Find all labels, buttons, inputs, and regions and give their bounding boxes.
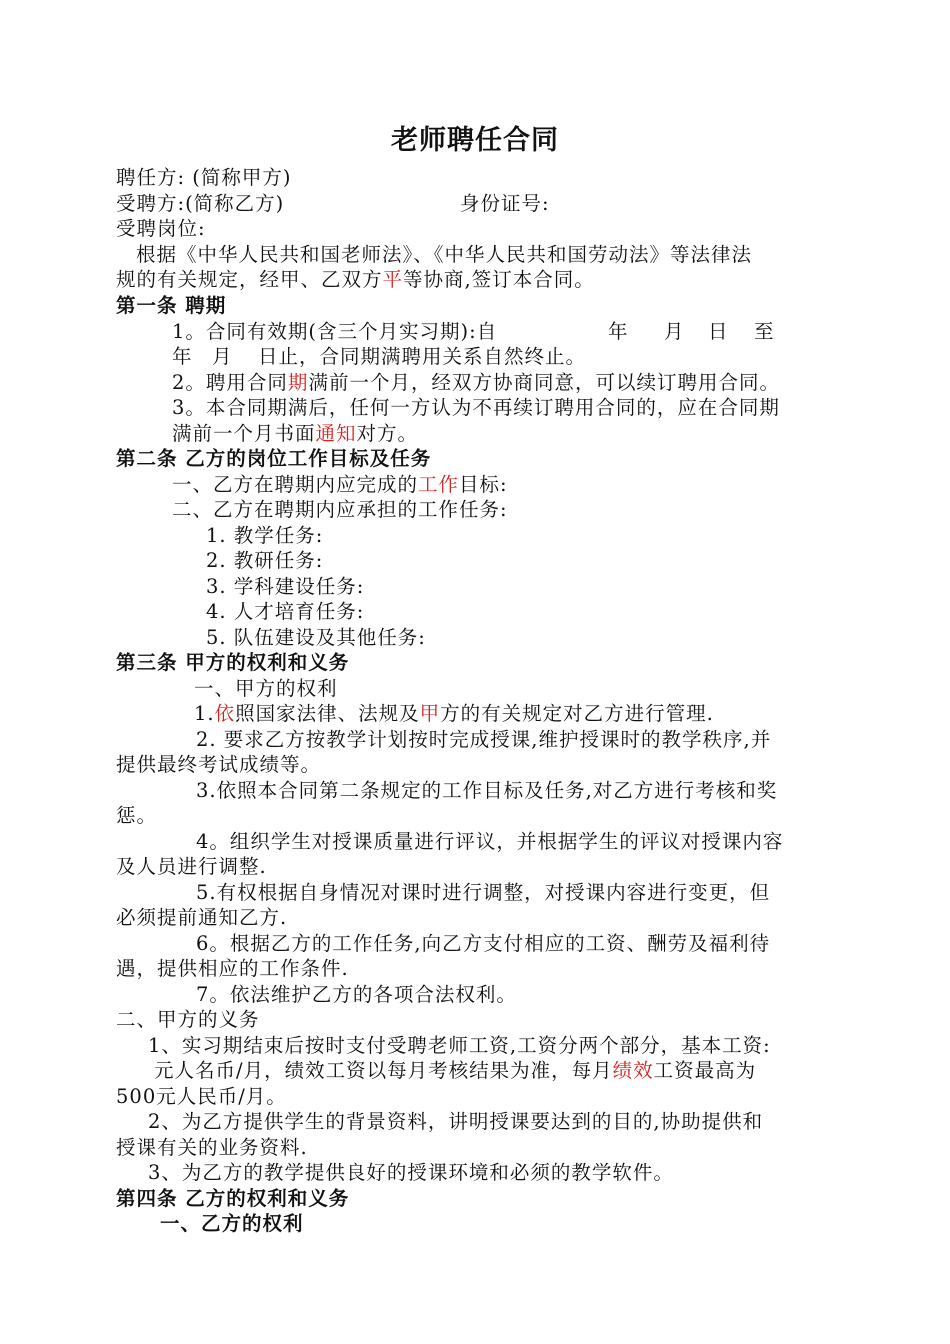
art1-item2: 2。聘用合同期满前一个月，经双方协商同意，可以续订聘用合同。 xyxy=(172,371,780,394)
position-line: 受聘岗位: xyxy=(116,217,206,240)
art1-item1-to: 至 xyxy=(754,320,775,343)
art3-duty-1-line1: 1、实习期结束后按时支付受聘老师工资,工资分两个部分，基本工资: xyxy=(148,1034,771,1057)
intro-line-1: 根据《中华人民共和国老师法》、《中华人民共和国劳动法》等法律法 xyxy=(136,243,753,266)
art3-right-3-line1: 3.依照本合同第二条规定的工作目标及任务,对乙方进行考核和奖 xyxy=(196,779,778,802)
article-3-heading: 第三条 甲方的权利和义务 xyxy=(116,651,350,674)
art3-right-3-line2: 惩。 xyxy=(116,804,158,827)
art3-right-6-line1: 6。根据乙方的工作任务,向乙方支付相应的工资、酬劳及福利待 xyxy=(196,932,771,955)
art1-item1-day: 日 xyxy=(708,320,729,343)
art2-task-3: 3. 学科建设任务: xyxy=(206,575,365,598)
art1-item1-line1: 1。合同有效期(含三个月实习期):自 xyxy=(172,320,498,343)
art2-task-2: 2. 教研任务: xyxy=(206,549,324,572)
id-number-label: 身份证号: xyxy=(460,192,550,215)
art2-task-4: 4. 人才培育任务: xyxy=(206,600,365,623)
article-1-heading: 第一条 聘期 xyxy=(116,294,227,317)
art1-item1-month: 月 xyxy=(664,320,685,343)
article-2-heading: 第二条 乙方的岗位工作目标及任务 xyxy=(116,447,432,470)
art3-right-4-line2: 及人员进行调整. xyxy=(116,855,267,878)
art1-item1b-month: 月 xyxy=(212,345,233,368)
art2-p2: 二、乙方在聘期内应承担的工作任务: xyxy=(172,498,508,521)
art3-duty-3: 3、为乙方的教学提供良好的授课环境和必须的教学软件。 xyxy=(148,1161,674,1184)
employer-line: 聘任方: (简称甲方) xyxy=(116,166,292,189)
art3-right-1: 1.依照国家法律、法规及甲方的有关规定对乙方进行管理. xyxy=(194,702,714,725)
art3-right-7: 7。依法维护乙方的各项合法权利。 xyxy=(196,983,517,1006)
art1-item3-line1: 3。本合同期满后，任何一方认为不再续订聘用合同的，应在合同期 xyxy=(172,396,780,419)
art1-item1b-year: 年 xyxy=(172,345,193,368)
article-4-heading: 第四条 乙方的权利和义务 xyxy=(116,1187,350,1210)
art2-p1: 一、乙方在聘期内应完成的工作目标: xyxy=(172,473,508,496)
art3-duty-1-line2: 元人名币/月，绩效工资以每月考核结果为准，每月绩效工资最高为 xyxy=(154,1059,757,1082)
art3-right-6-line2: 遇，提供相应的工作条件. xyxy=(116,957,349,980)
art1-item1-year: 年 xyxy=(608,320,629,343)
art4-rights-heading: 一、乙方的权利 xyxy=(160,1212,304,1235)
art3-duty-2-line2: 授课有关的业务资料. xyxy=(116,1136,308,1159)
art3-right-5-line2: 必须提前通知乙方. xyxy=(116,906,288,929)
art2-task-5: 5. 队伍建设及其他任务: xyxy=(206,626,426,649)
art3-right-5-line1: 5.有权根据自身情况对课时进行调整，对授课内容进行变更，但 xyxy=(196,881,771,904)
art2-task-1: 1. 教学任务: xyxy=(206,524,324,547)
employee-line: 受聘方:(简称乙方) xyxy=(116,192,285,215)
art3-right-2-line1: 2. 要求乙方按教学计划按时完成授课,维护授课时的教学秩序,并 xyxy=(196,728,772,751)
intro-line-2: 规的有关规定，经甲、乙双方平等协商,签订本合同。 xyxy=(116,268,595,291)
art3-duty-1-line3: 500元人民币/月。 xyxy=(116,1085,287,1108)
art1-item3-line2: 满前一个月书面通知对方。 xyxy=(172,422,419,445)
art3-right-4-line1: 4。组织学生对授课质量进行评议，并根据学生的评议对授课内容 xyxy=(196,830,784,853)
art3-duties-heading: 二、甲方的义务 xyxy=(116,1008,260,1031)
art3-right-2-line2: 提供最终考试成绩等。 xyxy=(116,753,322,776)
art3-duty-2-line1: 2、为乙方提供学生的背景资料，讲明授课要达到的目的,协助提供和 xyxy=(148,1110,764,1133)
art3-rights-heading: 一、甲方的权利 xyxy=(194,677,338,700)
art1-item1-line2: 日止，合同期满聘用关系自然终止。 xyxy=(258,345,587,368)
document-title: 老师聘任合同 xyxy=(391,125,559,156)
